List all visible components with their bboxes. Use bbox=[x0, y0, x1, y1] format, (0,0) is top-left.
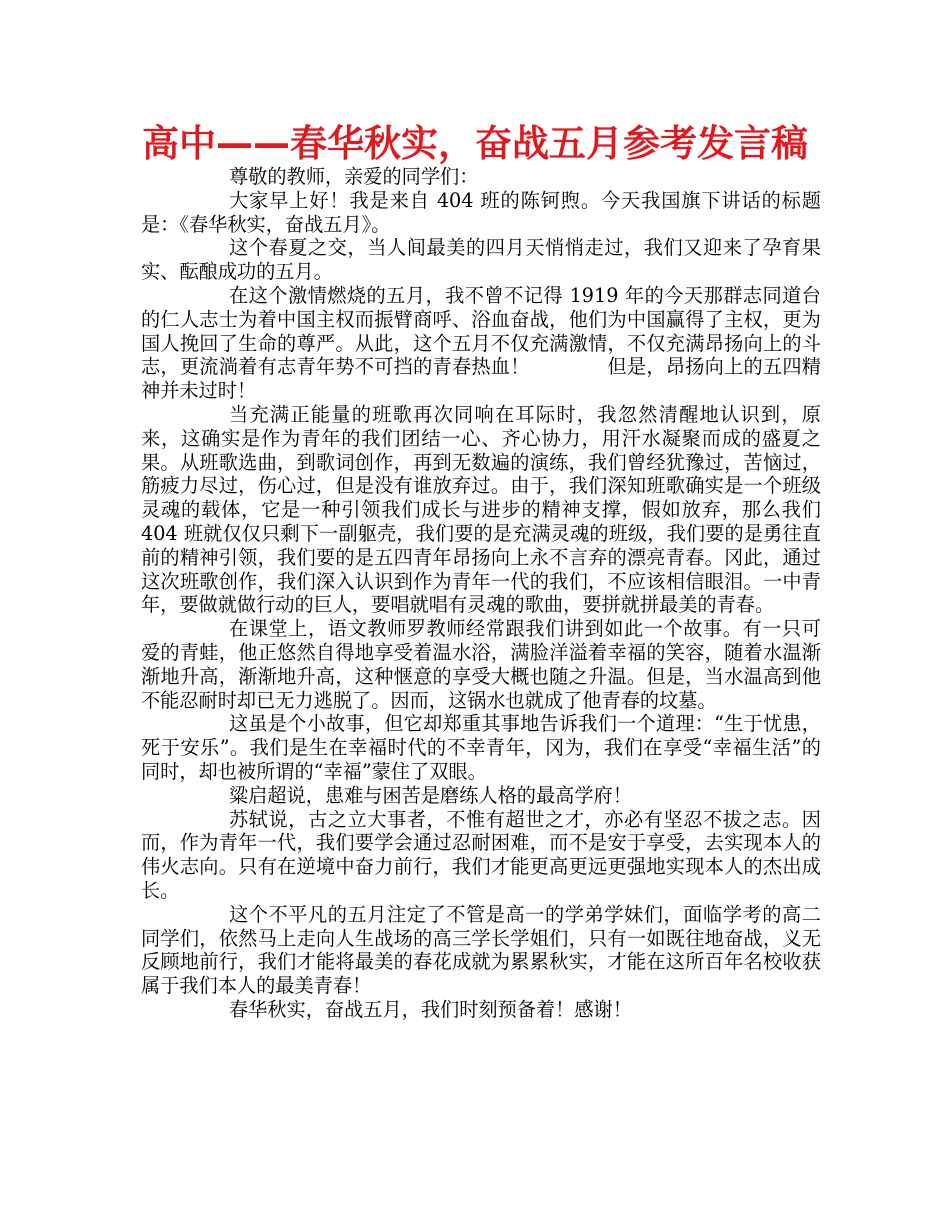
paragraph: 这个不平凡的五月注定了不管是高一的学弟学妹们，面临学考的高二同学们，依然马上走向人生战场的高三学长学姐们，只有一如既往地奋战，义无反顾地前行，我们才能将最美的春花成就为累累秋实，才能在这所百年名校收获属于我们本人的最美青春！ bbox=[141, 902, 821, 998]
paragraph: 这虽是个小故事，但它却郑重其事地告诉我们一个道理：“生于忧患，死于安乐”。我们是生在幸福时代的不幸青年，冈为，我们在享受“幸福生活”的同时，却也被所谓的“幸福”蒙住了双眼。 bbox=[141, 712, 821, 783]
paragraph-greeting: 大家早上好！我是来自 404 班的陈钶煦。今天我国旗下讲话的标题是：《春华秋实，奋战五月》。 bbox=[141, 188, 821, 236]
paragraph: 在这个激情燃烧的五月，我不曾不记得 1919 年的今天那群志同道台的仁人志士为着中国主权而振臂商呼、浴血奋战，他们为中国赢得了主权，更为国人挽回了生命的尊严。从此，这个五月不仅充满激情，不仅充满昂扬向上的斗志，更流淌着有志青年势不可挡的青春热血！ 但是，昂扬向上的五四精神并未过时！ bbox=[141, 283, 821, 403]
speech-body bbox=[141, 165, 821, 1022]
paragraph: 粱启超说，患难与困苦是磨练人格的最高学府！ bbox=[229, 783, 632, 807]
paragraph: 这个春夏之交，当人间最美的四月天悄悄走过，我们又迎来了孕育果实、酝酿成功的五月。 bbox=[141, 236, 821, 284]
paragraph-closing: 春华秋实，奋战五月，我们时刻预备着！感谢！ bbox=[229, 997, 632, 1021]
paragraph: 苏轼说，古之立大事者，不惟有超世之才，亦必有坚忍不拔之志。因而，作为青年一代，我们要学会通过忍耐困难，而不是安于享受，去实现本人的伟火志向。只有在逆境中奋力前行，我们才能更高更远更强地实现本人的杰出成长。 bbox=[141, 807, 821, 902]
page-title: 高中——春华秋实，奋战五月参考发言稿 bbox=[142, 122, 808, 165]
paragraph: 在课堂上，语文教师罗教师经常跟我们讲到如此一个故事。有一只可爱的青蛙，他正悠然自得地享受着温水浴，满脸洋溢着幸福的笑容，随着水温渐渐地升高，渐渐地升高，这种惬意的享受大概也随之升温。但是，当水温高到他不能忍耐时却已无力逃脱了。因而，这锅水也就成了他青春的坟墓。 bbox=[141, 617, 821, 712]
paragraph: 当充满正能量的班歌再次同响在耳际时，我忽然清醒地认识到，原来，这确实是作为青年的我们团结一心、齐心协力，用汗水凝聚而成的盛夏之果。从班歌选曲，到歌词创作，再到无数遍的演练，我们曾经犹豫过，苦恼过，筋疲力尽过，伤心过，但是没有谁放弃过。由于，我们深知班歌确实是一个班级灵魂的载体，它是一种引领我们成长与进步的精神支撑，假如放弃，那么我们 404 班就仅仅只剩下一副躯壳，我们要的是充满灵魂的班级，我们要的是勇往直前的精神引领，我们要的是五四青年昂扬向上永不言弃的漂亮青春。冈此，通过这次班歌创作，我们深入认识到作为青年一代的我们，不应该相信眼泪。一中青年，要做就做行动的巨人，要唱就唱有灵魂的歌曲，要拼就拼最美的青春。 bbox=[141, 402, 821, 617]
paragraph-salutation: 尊敬的教师，亲爱的同学们： bbox=[229, 165, 479, 188]
